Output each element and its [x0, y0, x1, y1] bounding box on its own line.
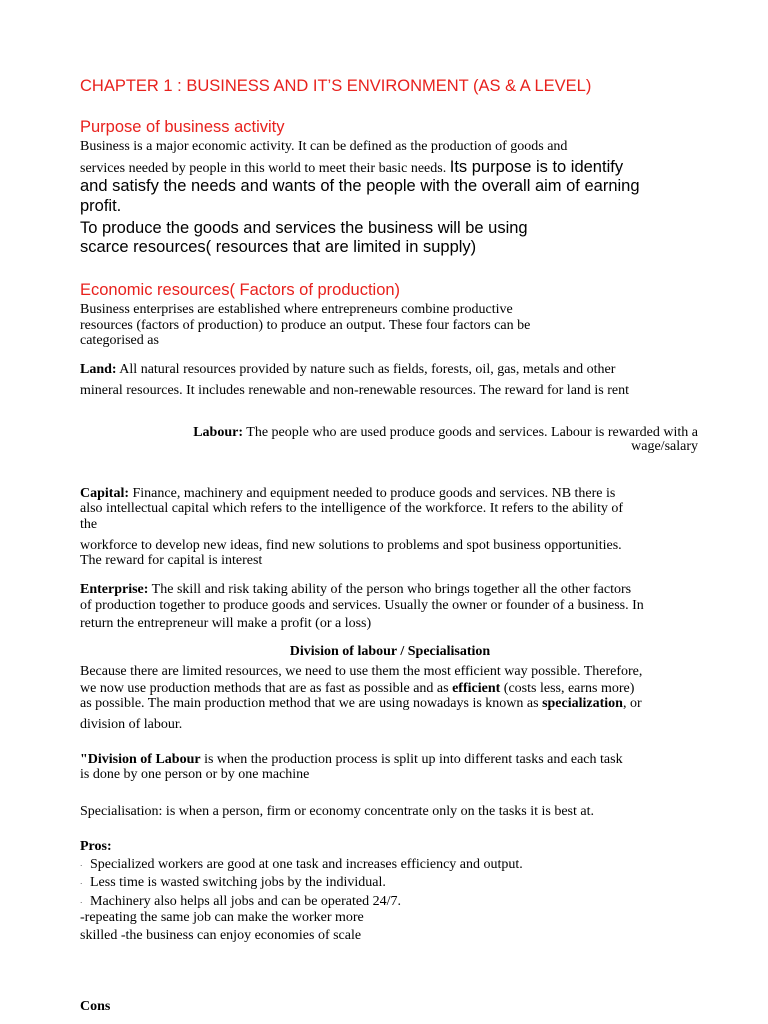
- pros-list-item: [80, 894, 401, 911]
- paragraph-line: Business enterprises are established where entrepreneurs combine productive: [80, 302, 513, 317]
- capital-label: Capital:: [80, 486, 129, 501]
- land-label: Land:: [80, 362, 117, 377]
- section-heading-purpose: Purpose of business activity: [80, 118, 285, 136]
- paragraph-line: division of labour.: [80, 717, 183, 732]
- paragraph-text: , or: [622, 696, 642, 711]
- section-heading-division-of-labour: Division of labour / Specialisation: [289, 644, 491, 659]
- paragraph-line: workforce to develop new ideas, find new solutions to problems and spot business opportunities.: [80, 538, 622, 553]
- paragraph-line: return the entrepreneur will make a profit (or a loss): [80, 616, 372, 631]
- paragraph-line: -repeating the same job can make the worker more: [80, 910, 364, 925]
- paragraph-line: wage/salary: [631, 439, 698, 454]
- bullet-icon: ·: [80, 880, 83, 888]
- paragraph-line: the: [80, 517, 98, 532]
- definition-term: "Division of Labour: [80, 752, 201, 767]
- emphasis-efficient: efficient: [452, 681, 501, 696]
- paragraph-line: of production together to produce goods and services. Usually the owner or founder of a business. In: [80, 598, 644, 613]
- paragraph-line: and satisfy the needs and wants of the people with the overall aim of earning: [80, 177, 640, 195]
- paragraph-text: Its purpose is to identify: [449, 158, 624, 176]
- pros-heading: Pros:: [80, 839, 112, 854]
- bullet-icon: ·: [80, 899, 83, 907]
- cons-heading: Cons: [80, 999, 111, 1014]
- land-paragraph: [80, 362, 615, 378]
- paragraph-text: is when the production process is split up into different tasks and each task: [200, 752, 623, 767]
- paragraph-text: (costs less, earns more): [500, 681, 635, 696]
- section-heading-economic-resources: Economic resources( Factors of production): [80, 281, 401, 299]
- paragraph-text: services needed by people in this world to meet their basic needs.: [80, 161, 450, 176]
- paragraph-line: categorised as: [80, 333, 159, 348]
- division-definition: [80, 752, 623, 768]
- bullet-icon: ·: [80, 862, 83, 870]
- labour-label: Labour:: [193, 425, 244, 440]
- chapter-title: CHAPTER 1 : BUSINESS AND IT’S ENVIRONMENT (AS & A LEVEL): [80, 77, 592, 95]
- paragraph-line: also intellectual capital which refers to the intelligence of the workforce. It refers to the ability of: [80, 501, 624, 516]
- paragraph-text: All natural resources provided by nature such as fields, forests, oil, gas, metals and other: [116, 362, 616, 377]
- paragraph-text: Finance, machinery and equipment needed to produce goods and services. NB there is: [129, 486, 616, 501]
- list-item-text: Less time is wasted switching jobs by the individual.: [90, 875, 386, 890]
- capital-paragraph: [80, 486, 615, 502]
- paragraph-line: The reward for capital is interest: [80, 553, 263, 568]
- paragraph-line: To produce the goods and services the business will be using: [80, 219, 528, 237]
- paragraph-line: mineral resources. It includes renewable and non-renewable resources. The reward for land is rent: [80, 383, 630, 398]
- paragraph-text: The skill and risk taking ability of the person who brings together all the other factors: [148, 582, 632, 597]
- paragraph-text: we now use production methods that are as fast as possible and as: [80, 681, 453, 696]
- emphasis-specialization: specialization: [542, 696, 623, 711]
- enterprise-paragraph: [80, 582, 631, 598]
- paragraph-line: profit.: [80, 197, 122, 215]
- labour-paragraph: [193, 425, 698, 441]
- specialisation-definition: Specialisation: is when a person, firm or economy concentrate only on the tasks it is best at.: [80, 804, 594, 819]
- pros-list-item: [80, 875, 386, 892]
- pros-list-item: [80, 857, 523, 874]
- paragraph-line: skilled -the business can enjoy economies of scale: [80, 928, 362, 943]
- paragraph-line: [80, 681, 634, 697]
- list-item-text: Machinery also helps all jobs and can be operated 24/7.: [90, 894, 402, 909]
- paragraph-line: is done by one person or by one machine: [80, 767, 310, 782]
- enterprise-label: Enterprise:: [80, 582, 149, 597]
- paragraph-text: The people who are used produce goods and services. Labour is rewarded with a: [243, 425, 698, 440]
- paragraph-line: resources (factors of production) to produce an output. These four factors can be: [80, 318, 531, 333]
- paragraph-line: Because there are limited resources, we need to use them the most efficient way possible. Therefore,: [80, 664, 643, 679]
- paragraph-line: [80, 158, 623, 177]
- paragraph-line: [80, 696, 642, 712]
- list-item-text: Specialized workers are good at one task and increases efficiency and output.: [90, 857, 523, 872]
- paragraph-line: scarce resources( resources that are limited in supply): [80, 238, 477, 256]
- paragraph-text: as possible. The main production method that we are using nowadays is known as: [80, 696, 543, 711]
- paragraph-line: Business is a major economic activity. It can be defined as the production of goods and: [80, 139, 568, 154]
